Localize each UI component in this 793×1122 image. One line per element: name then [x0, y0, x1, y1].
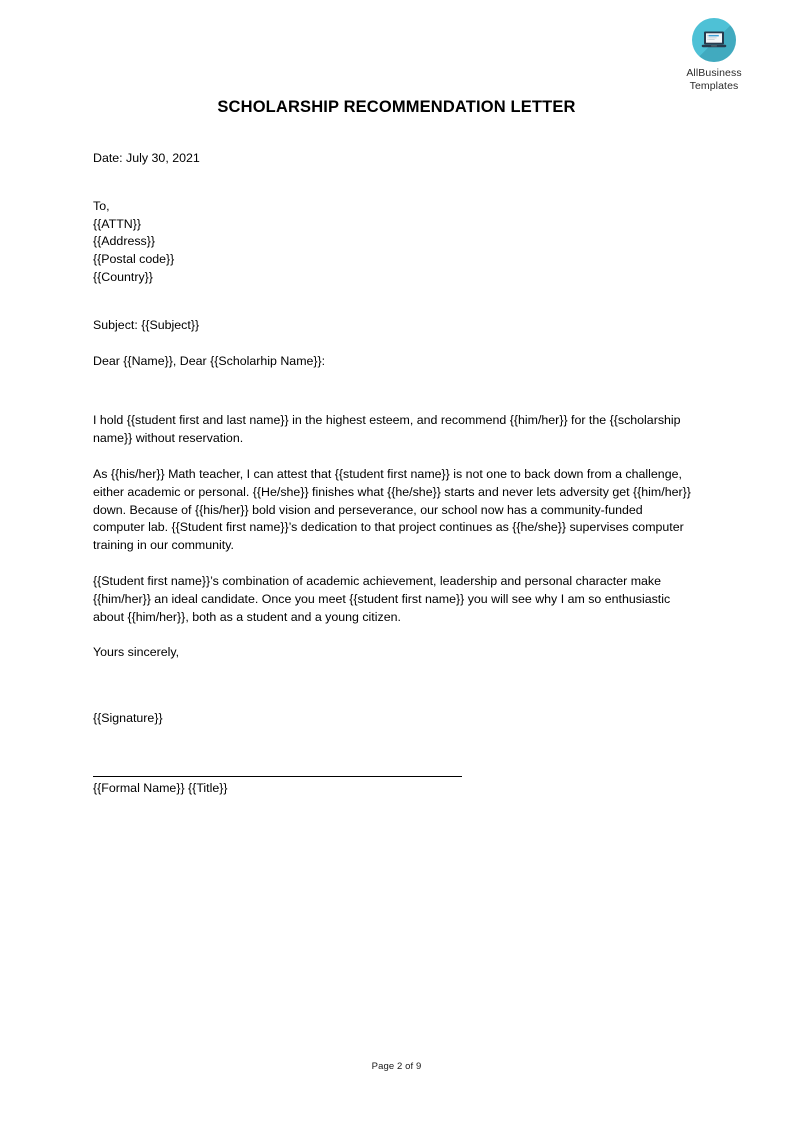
letter-body — [93, 150, 693, 798]
paragraph-2: As {{his/her}} Math teacher, I can attest that {{student first name}} is not one to back down from a challenge, either academic or personal. {{He/she}} finishes what {{he/she}} starts and never lets adversity get {{him/her}} down. Because of {{his/her}} bold vision and perseverance, our school now has a community-funded computer lab. {{Student first name}}’s dedication to that project continues as {{he/she}} supervises computer training in our community. — [93, 466, 691, 553]
signature-placeholder: {{Signature}} — [93, 711, 163, 726]
recipient-attn: {{ATTN}} — [93, 216, 141, 231]
laptop-icon — [692, 18, 736, 62]
logo-text-line-1: AllBusiness — [686, 67, 742, 79]
recipient-postal-code: {{Postal code}} — [93, 252, 175, 267]
allbusiness-templates-logo — [662, 18, 766, 92]
greeting-line: Dear {{Name}}, Dear {{Scholarhip Name}}: — [93, 353, 326, 368]
recipient-salutation: To, — [93, 198, 110, 213]
page-title: SCHOLARSHIP RECOMMENDATION LETTER — [217, 98, 576, 116]
date-line: Date: July 30, 2021 — [93, 151, 200, 165]
logo-text-line-2: Templates — [689, 79, 739, 92]
closing-line: Yours sincerely, — [93, 645, 180, 660]
signer-name-title: {{Formal Name}} {{Title}} — [93, 780, 228, 795]
recipient-country: {{Country}} — [93, 269, 153, 284]
subject-line: Subject: {{Subject}} — [93, 317, 200, 332]
paragraph-3: {{Student first name}}’s combination of academic achievement, leadership and personal character make {{him/her}} an ideal candidate. Once you meet {{student first name}} you will see why I am so enthusiastic about {{him/her}}, both as a student and a young citizen. — [93, 573, 671, 624]
page-footer: Page 2 of 9 — [371, 1061, 422, 1072]
recipient-address: {{Address}} — [93, 234, 156, 249]
recipient-address-block — [93, 198, 693, 287]
paragraph-1: I hold {{student first and last name}} in the highest esteem, and recommend {{him/her}} for the {{scholarship name}} without reservation. — [93, 413, 681, 446]
signature-rule — [93, 776, 462, 777]
